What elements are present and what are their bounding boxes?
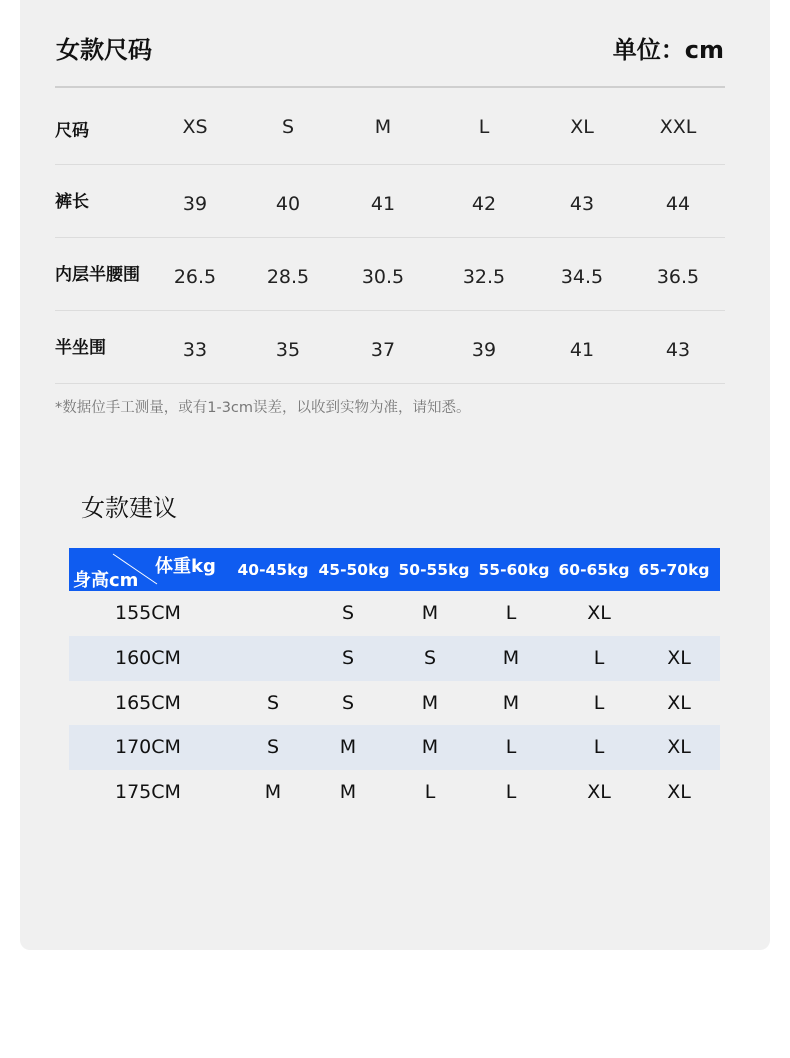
table-cell: 26.5: [173, 266, 217, 288]
height-axis-label: 身高cm: [73, 570, 139, 591]
size-cell: M: [421, 691, 439, 714]
height-cell: 155CM: [115, 602, 181, 624]
size-cell: L: [424, 781, 436, 804]
size-cell: M: [339, 781, 357, 804]
recommendation-table: [69, 591, 720, 815]
size-cell: XL: [667, 736, 691, 759]
table-cell: 37: [370, 339, 396, 361]
size-cell: XL: [667, 646, 691, 669]
size-cell: M: [421, 736, 439, 759]
row-label: 内层半腰围: [55, 265, 140, 285]
weight-range-header: 55-60kg: [478, 561, 550, 579]
size-header-cell: XL: [570, 116, 594, 138]
row-label: 裤长: [55, 192, 89, 212]
size-header-cell: XXL: [659, 116, 697, 138]
size-cell: M: [502, 691, 520, 714]
weight-range-header: 65-70kg: [638, 561, 710, 579]
size-table: [55, 88, 725, 384]
size-cell: XL: [587, 602, 611, 624]
weight-range-header: 40-45kg: [237, 561, 309, 579]
height-cell: 160CM: [115, 646, 181, 669]
table-row: [55, 311, 725, 384]
table-cell: 34.5: [560, 266, 604, 288]
recommendation-row: [69, 725, 720, 770]
size-header-cell: XS: [182, 116, 208, 138]
size-cell: L: [593, 691, 605, 714]
size-cell: M: [421, 602, 439, 624]
height-cell: 170CM: [115, 736, 181, 759]
table-cell: 41: [370, 193, 396, 215]
size-cell: XL: [667, 781, 691, 804]
size-cell: M: [264, 781, 282, 804]
size-cell: M: [502, 646, 520, 669]
size-cell: S: [423, 646, 437, 669]
size-cell: L: [505, 736, 517, 759]
table-cell: 40: [275, 193, 301, 215]
recommendation-row: [69, 636, 720, 681]
size-cell: L: [593, 736, 605, 759]
size-cell: XL: [587, 781, 611, 804]
size-cell: S: [341, 646, 355, 669]
row-label: 半坐围: [55, 338, 106, 358]
measurement-note: *数据位手工测量，或有1-3cm误差，以收到实物为准，请知悉。: [55, 400, 471, 416]
recommendation-row: [69, 770, 720, 815]
size-cell: S: [266, 736, 280, 759]
size-cell: L: [505, 781, 517, 804]
table-cell: 35: [275, 339, 301, 361]
recommendation-header: [69, 548, 720, 591]
table-cell: 44: [665, 193, 691, 215]
size-header-cell: L: [478, 116, 490, 138]
table-row: [55, 165, 725, 238]
size-header-row: [55, 88, 725, 165]
table-cell: 42: [471, 193, 497, 215]
size-card: [20, 0, 770, 950]
weight-axis-label: 体重kg: [155, 556, 216, 577]
table-cell: 32.5: [462, 266, 506, 288]
table-cell: 43: [569, 193, 595, 215]
table-cell: 39: [471, 339, 497, 361]
size-cell: XL: [667, 691, 691, 714]
recommendation-row: [69, 681, 720, 726]
weight-range-header: 60-65kg: [558, 561, 630, 579]
unit-label: 单位：cm: [612, 36, 724, 64]
size-cell: S: [341, 602, 355, 624]
table-row: [55, 238, 725, 311]
table-cell: 33: [182, 339, 208, 361]
table-cell: 41: [569, 339, 595, 361]
size-cell: L: [505, 602, 517, 624]
weight-range-header: 45-50kg: [318, 561, 390, 579]
weight-range-header: 50-55kg: [398, 561, 470, 579]
table-cell: 28.5: [266, 266, 310, 288]
height-cell: 165CM: [115, 691, 181, 714]
table-cell: 36.5: [656, 266, 700, 288]
table-cell: 43: [665, 339, 691, 361]
size-cell: M: [339, 736, 357, 759]
recommendation-title: 女款建议: [81, 494, 177, 522]
size-header-label: 尺码: [55, 121, 89, 141]
size-chart-title: 女款尺码: [56, 36, 152, 64]
recommendation-row: [69, 591, 720, 636]
size-header-cell: M: [374, 116, 392, 138]
size-header-cell: S: [281, 116, 295, 138]
size-cell: S: [266, 691, 280, 714]
size-cell: L: [593, 646, 605, 669]
height-cell: 175CM: [115, 781, 181, 804]
size-cell: S: [341, 691, 355, 714]
table-cell: 39: [182, 193, 208, 215]
table-cell: 30.5: [361, 266, 405, 288]
